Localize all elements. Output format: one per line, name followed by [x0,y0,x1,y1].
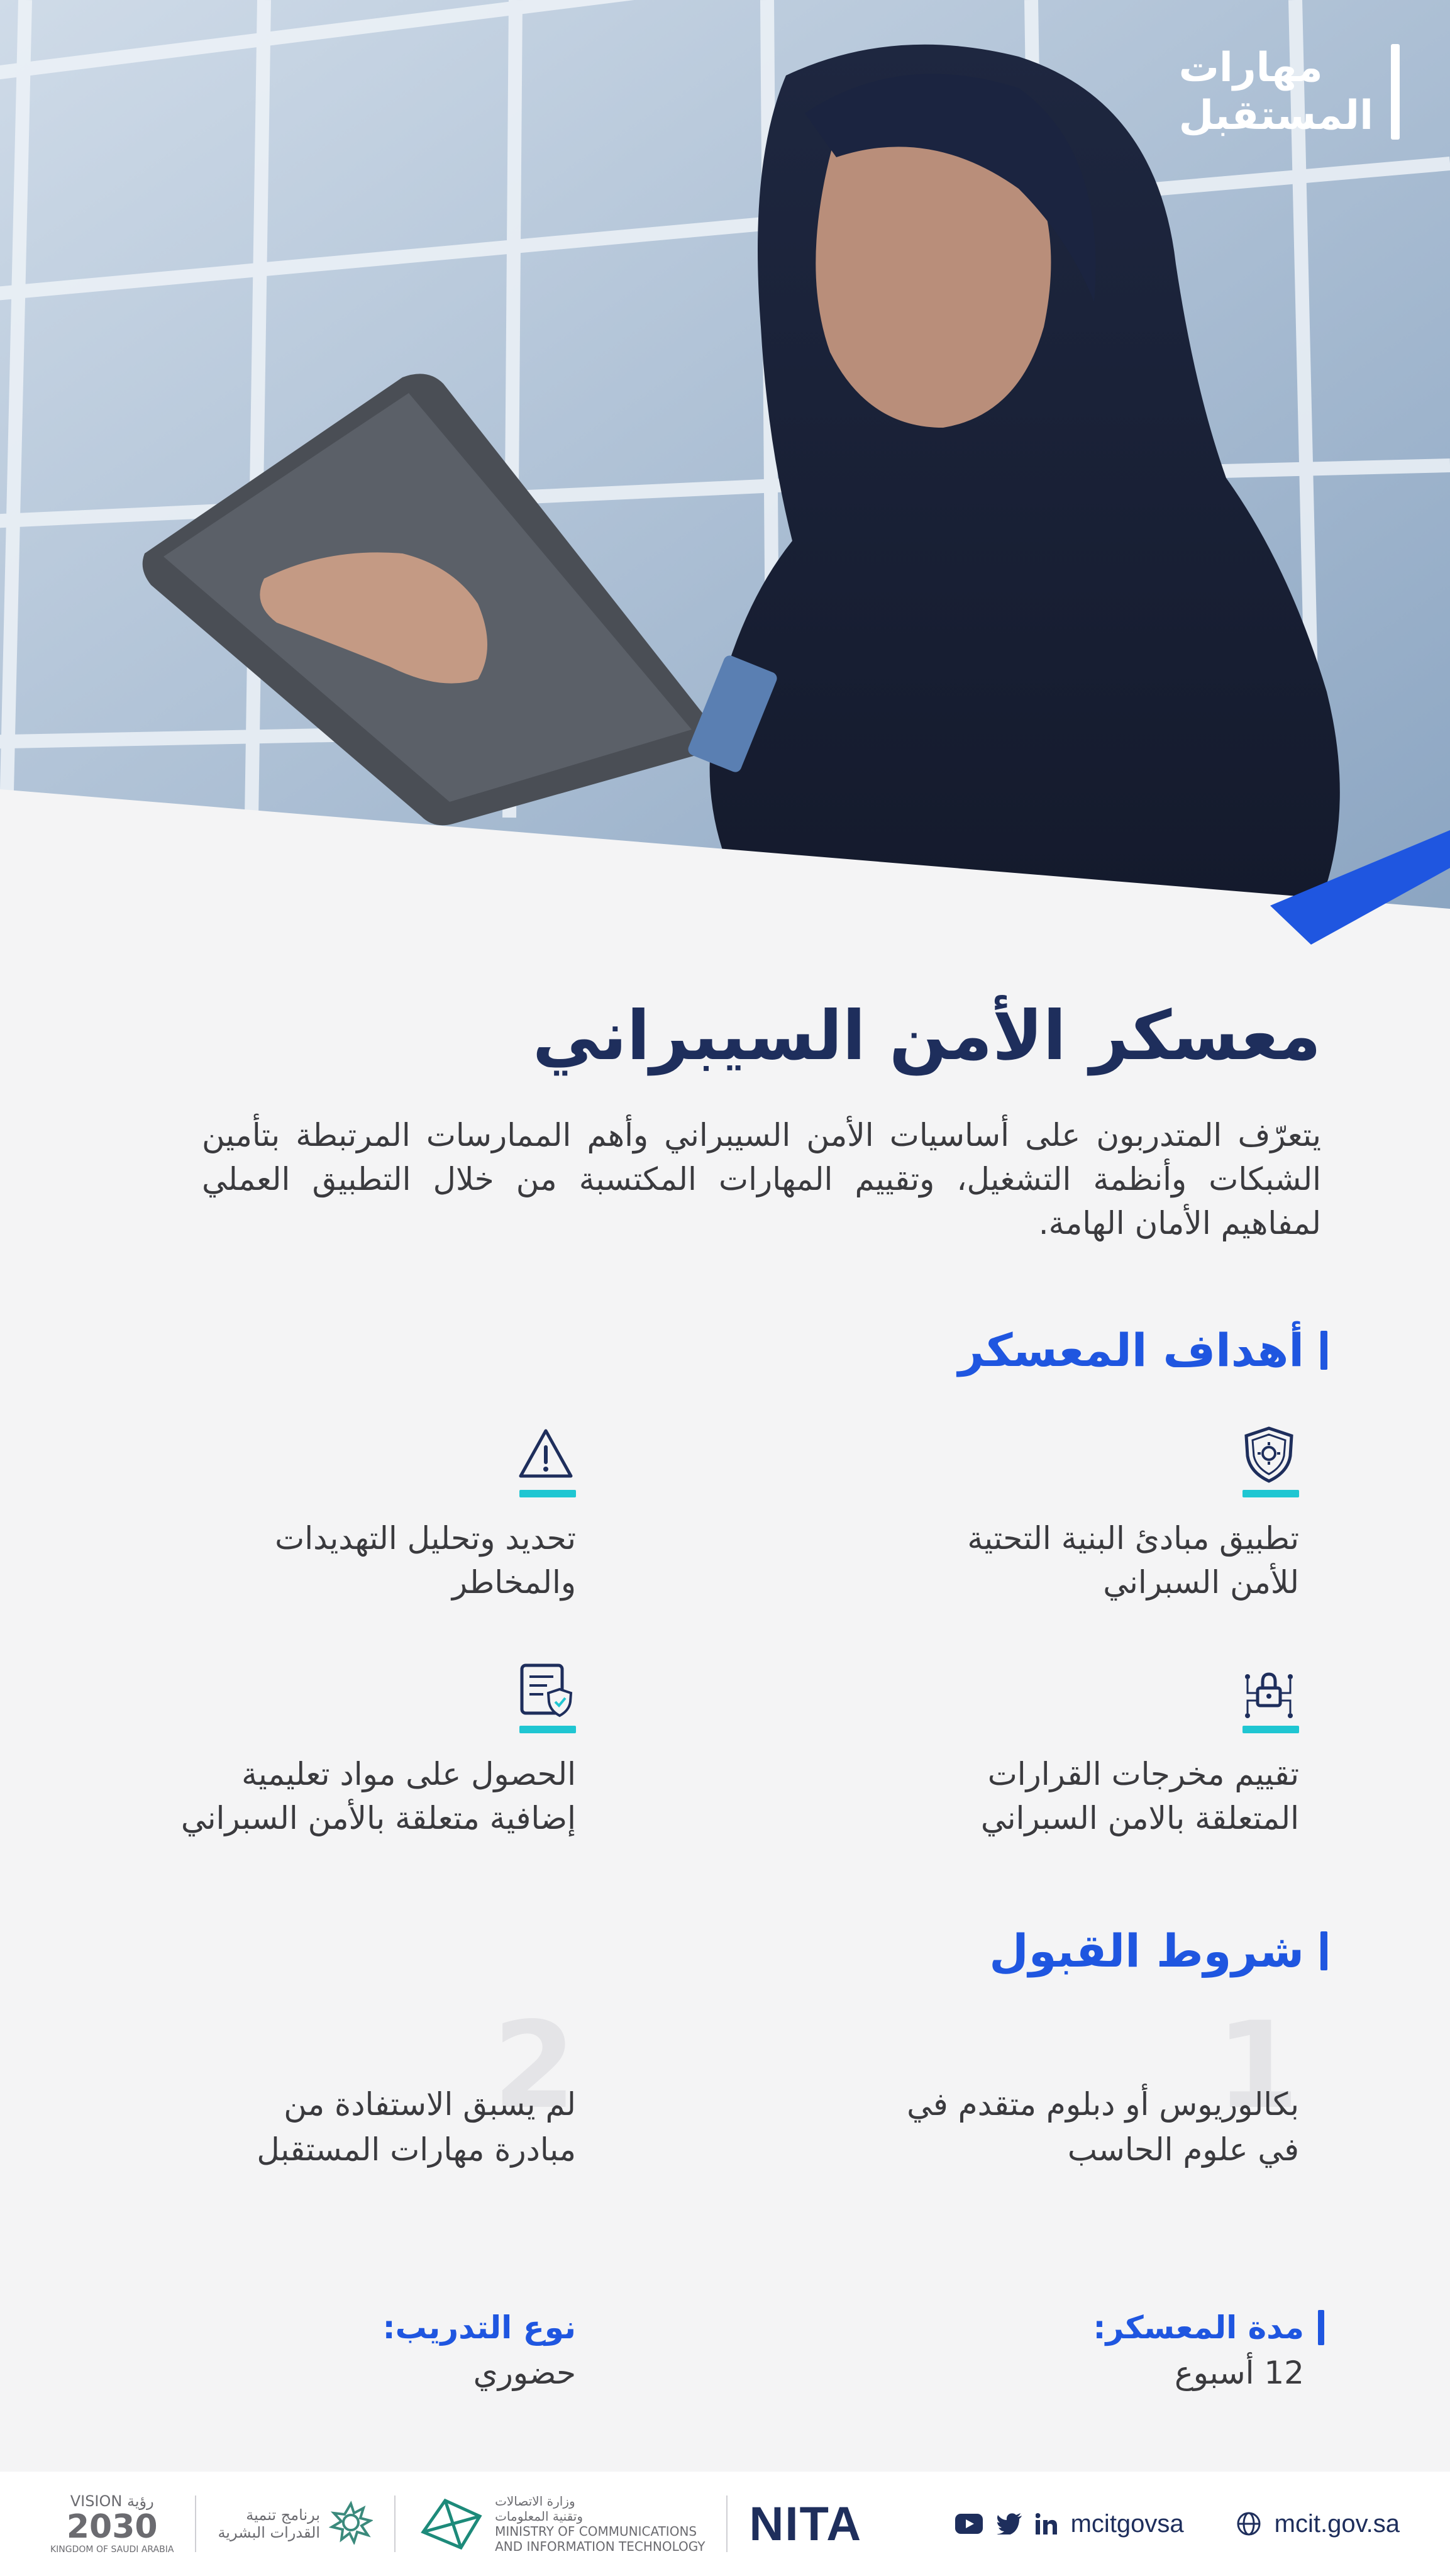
goal-text-line: المتعلقة بالامن السبراني [980,1800,1299,1836]
vision-top-text: VISION رؤية [70,2492,154,2510]
requirement-text-line: بكالوريوس أو دبلوم متقدم في [907,2086,1299,2123]
requirement-number: 1 [1215,1996,1299,2135]
footer [0,2472,1450,2576]
twitter-icon[interactable] [997,2513,1022,2534]
vision-2030-logo [50,2492,174,2555]
ministry-en-line-2: AND INFORMATION TECHNOLOGY [495,2539,706,2554]
logo-divider [726,2496,728,2552]
goal-text-line: إضافية متعلقة بالأمن السبراني [180,1800,576,1836]
icon-underline [1242,1490,1299,1497]
footer-contacts [955,2510,1400,2538]
social-handle[interactable]: mcitgovsa [1070,2509,1184,2538]
brand-bar [1391,44,1400,140]
warning-icon [516,1424,576,1485]
goal-text-line: تقييم مخرجات القرارات [987,1756,1299,1792]
globe-icon [1237,2512,1261,2536]
goal-item [733,1424,1299,1604]
youtube-icon[interactable] [955,2514,983,2534]
brand-logo [1179,44,1400,140]
ministry-ar-line-2: وتقنية المعلومات [495,2509,584,2524]
hcdp-logo [218,2501,373,2547]
requirement-text-line: مبادرة مهارات المستقبل [257,2131,576,2168]
hero-diagonal-cut [0,0,1450,956]
logo-divider [394,2496,396,2552]
requirements-heading [989,1924,1327,1977]
duration-label: مدة المعسكر: [1093,2309,1304,2346]
goal-item [733,1660,1299,1840]
hcdp-line-1: برنامج تنمية [246,2506,321,2524]
document-shield-icon [516,1660,576,1721]
training-type-info [383,2309,576,2391]
mcit-emblem-icon [417,2494,486,2553]
goals-heading-label: أهداف المعسكر [958,1324,1304,1377]
lock-network-icon [1239,1660,1299,1721]
hcdp-emblem-icon [329,2501,373,2547]
duration-info [1093,2309,1324,2391]
goal-item [10,1424,576,1604]
requirements-heading-label: شروط القبول [989,1924,1304,1977]
vision-year: 2030 [66,2508,158,2546]
nita-logo: NITA [749,2497,863,2551]
mcit-logo [417,2494,705,2554]
goal-text-line: تحديد وتحليل التهديدات [275,1520,576,1557]
icon-underline [519,1726,576,1733]
brand-line-2: المستقبل [1178,92,1373,139]
goal-text-line: الحصول على مواد تعليمية [241,1756,576,1792]
goal-text-line: تطبيق مبادئ البنية التحتية [967,1520,1299,1557]
requirement-number: 2 [492,1996,576,2135]
ministry-ar-line-1: وزارة الاتصالات [495,2494,575,2509]
requirement-text-line: في علوم الحاسب [1067,2131,1299,2168]
hero-photo [0,0,1450,956]
goal-text-line: للأمن السبراني [1103,1564,1299,1601]
ministry-en-line-1: MINISTRY OF COMMUNICATIONS [495,2524,697,2539]
icon-underline [519,1490,576,1497]
heading-bar [1320,1331,1327,1370]
shield-gear-icon [1239,1424,1299,1485]
training-type-value: حضوري [473,2355,576,2391]
website-link[interactable]: mcit.gov.sa [1274,2509,1400,2538]
info-bar [1318,2310,1324,2345]
logo-divider [195,2496,196,2552]
training-type-label: نوع التدريب: [382,2309,576,2346]
partner-logos [50,2492,862,2555]
page-title: معسكر الأمن السيبراني [532,997,1321,1075]
requirement-text-line: لم يسبق الاستفادة من [284,2086,576,2123]
vision-sub-text: KINGDOM OF SAUDI ARABIA [50,2545,174,2555]
hcdp-line-2: القدرات البشرية [218,2524,321,2541]
heading-bar [1320,1931,1327,1970]
requirement-item [10,1996,576,2172]
requirement-item [733,1996,1299,2172]
goal-item [10,1660,576,1840]
linkedin-icon[interactable] [1036,2513,1057,2534]
goals-heading [958,1324,1327,1377]
intro-paragraph: يتعرّف المتدربون على أساسيات الأمن السيبراني وأهم الممارسات المرتبطة بتأمين الشبكات وأنظمة التشغيل، وتقييم المهارات المكتسبة من خلال التطبيق العملي لمفاهيم الأمان الهامة. [202,1117,1321,1241]
icon-underline [1242,1726,1299,1733]
brand-line-1: مهارات [1178,45,1323,91]
goal-text-line: والمخاطر [451,1564,576,1601]
duration-value: 12 أسبوع [1174,2355,1304,2391]
